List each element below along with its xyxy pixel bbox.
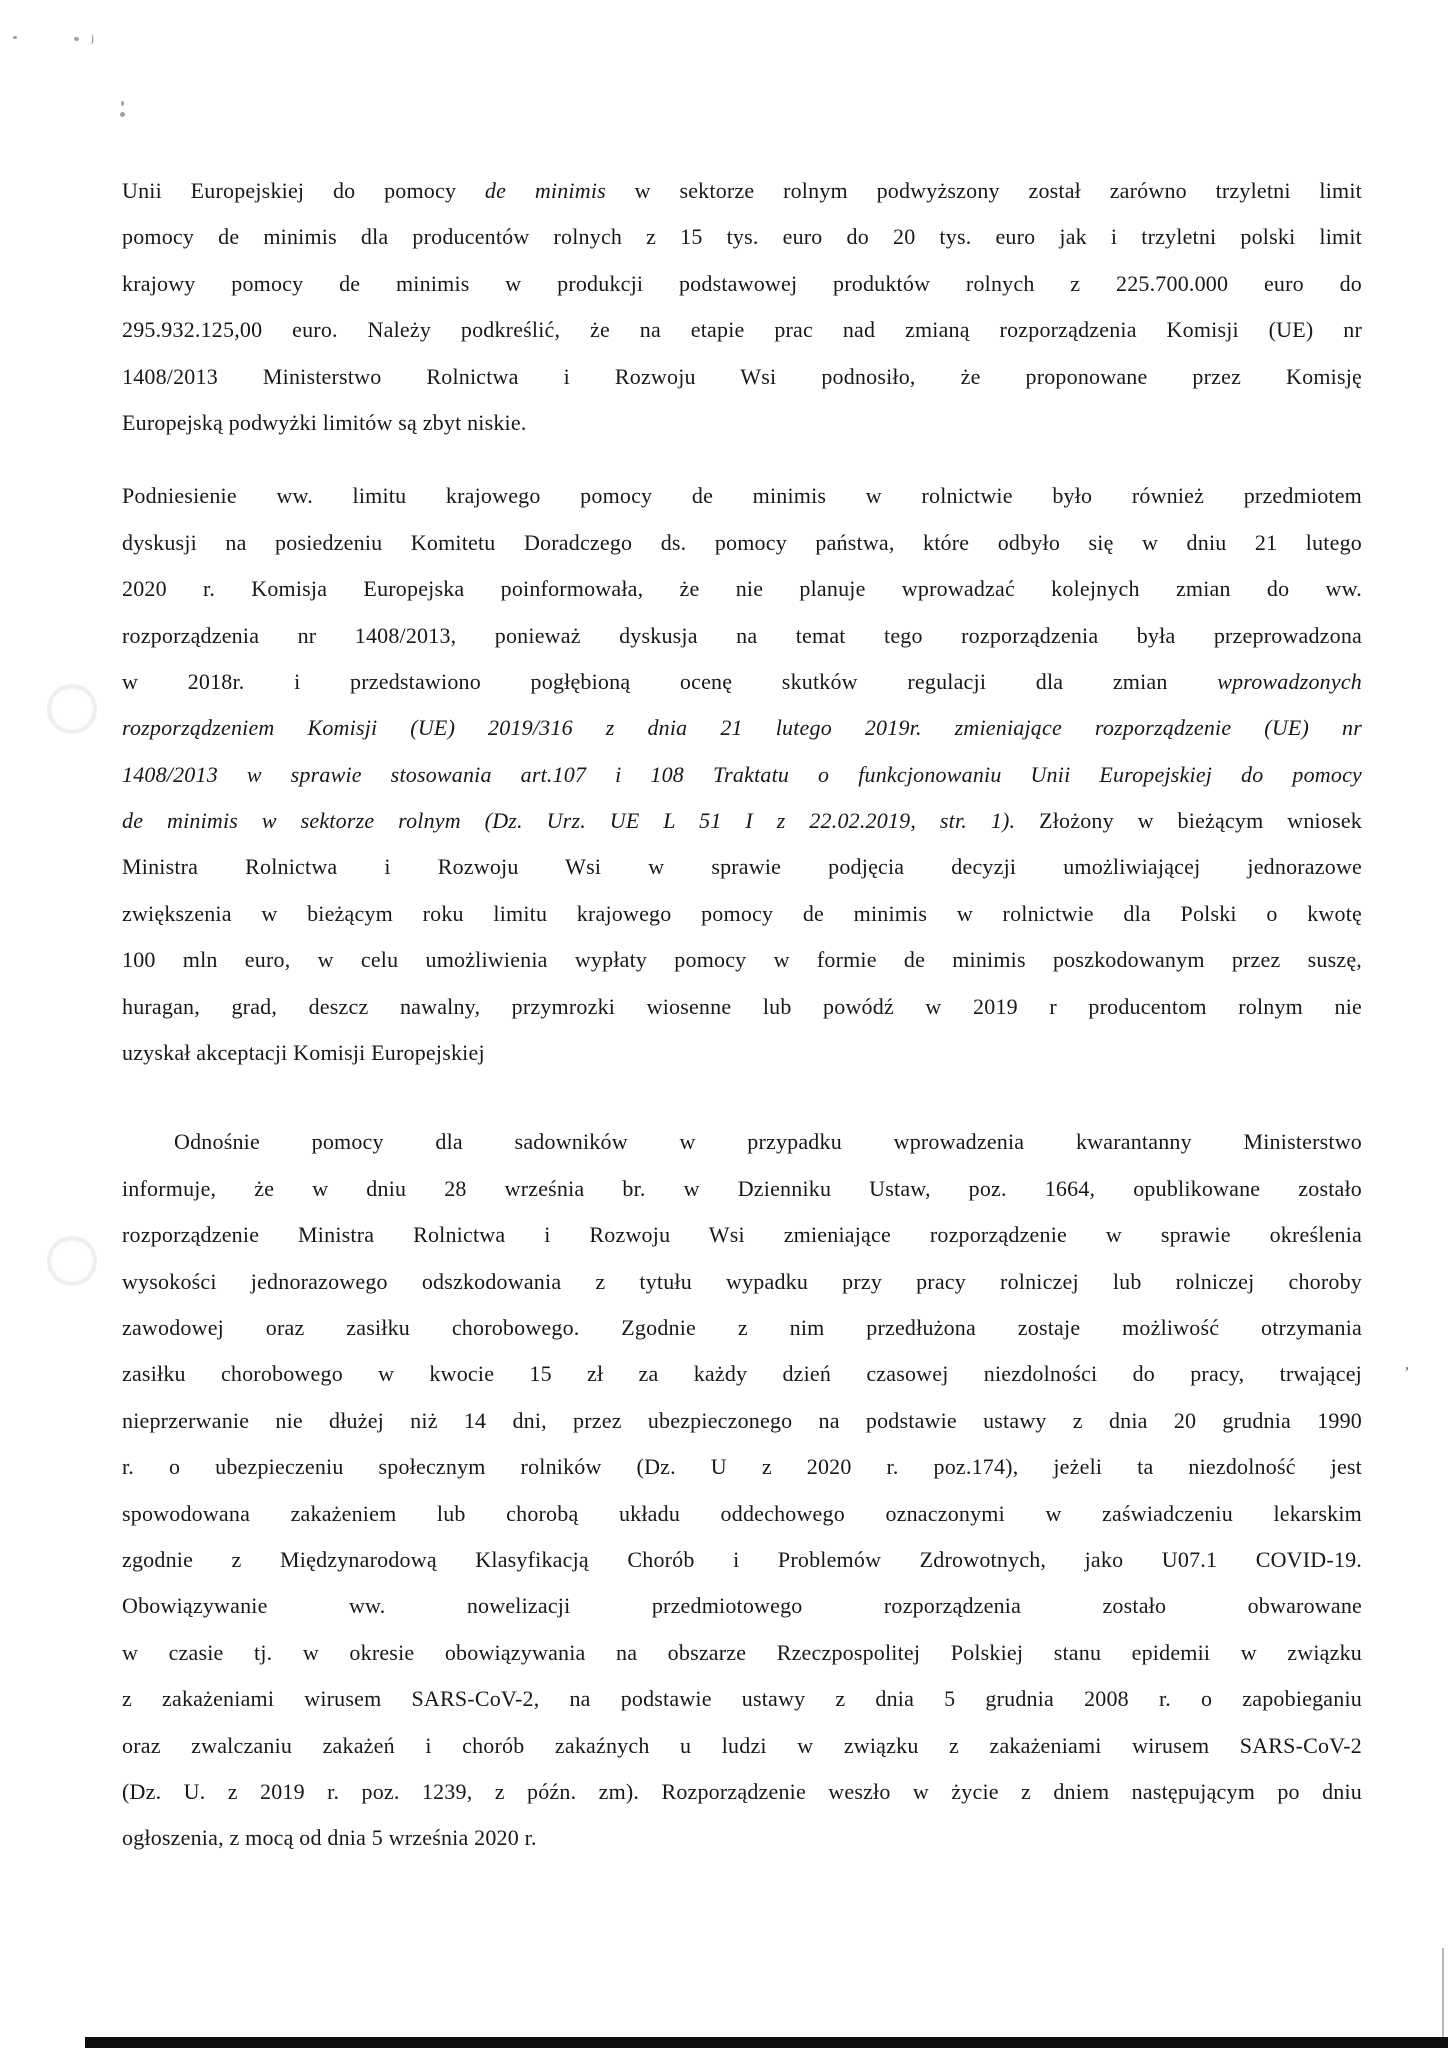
scan-speck	[120, 112, 125, 117]
scan-speck	[121, 101, 124, 106]
italic-text-segment: de minimis	[484, 178, 606, 203]
text-segment: spowodowana zakażeniem lub chorobą układu oddechowego oznaczonymi w zaświadczeniu lekarskim	[122, 1500, 1362, 1526]
text-segment: 295.932.125,00 euro. Należy podkreślić, że na etapie prac nad zmianą rozporządzenia Komisji (UE) nr	[122, 317, 1362, 343]
text-segment: zasiłku chorobowego w kwocie 15 zł za każdy dzień czasowej niezdolności do pracy, trwającej	[122, 1361, 1362, 1387]
paragraph-pomoc-dla-sadownikow	[122, 1119, 1362, 1861]
text-line	[122, 1212, 1362, 1258]
text-segment: huragan, grad, deszcz nawalny, przymrozki wiosenne lub powódź w 2019 r producentom rolnym nie	[122, 993, 1362, 1019]
text-segment: Odnośnie pomocy dla sadowników w przypadku wprowadzenia kwarantanny Ministerstwo	[174, 1129, 1362, 1155]
text-line	[122, 1583, 1362, 1629]
text-segment: r. o ubezpieczeniu społecznym rolników (Dz. U z 2020 r. poz.174), jeżeli ta niezdolność jest	[122, 1454, 1362, 1480]
text-segment: w czasie tj. w okresie obowiązywania na obszarze Rzeczpospolitej Polskiej stanu epidemii w związku	[122, 1639, 1362, 1665]
paragraph-de-minimis-limit-increase	[122, 168, 1362, 446]
text-segment: Unii Europejskiej do pomocy	[122, 178, 485, 203]
text-line	[122, 937, 1362, 983]
hole-punch-mark	[47, 684, 97, 734]
text-segment: krajowy pomocy de minimis w produkcji podstawowej produktów rolnych z 225.700.000 euro do	[122, 270, 1362, 296]
text-segment: w 2018r. i przedstawiono pogłębioną ocenę skutków regulacji dla zmian	[122, 668, 1218, 694]
text-segment: Obowiązywanie ww. nowelizacji przedmiotowego rozporządzenia zostało obwarowane	[122, 1593, 1362, 1619]
italic-text-segment: rozporządzeniem Komisji (UE) 2019/316 z dnia 21 lutego 2019r. zmieniające rozporządzenie (UE) nr	[122, 715, 1362, 741]
text-segment: oraz zwalczaniu zakażeń i chorób zakaźnych u ludzi w związku z zakażeniami wirusem SARS-CoV-2	[122, 1732, 1362, 1758]
scan-edge-line	[1442, 1948, 1444, 2038]
text-line	[122, 1119, 1362, 1165]
text-line	[122, 307, 1362, 353]
text-segment: uzyskał akceptacji Komisji Europejskiej	[122, 1040, 485, 1066]
text-line	[122, 1815, 1362, 1861]
text-line	[122, 1630, 1362, 1676]
text-segment: zwiększenia w bieżącym roku limitu krajowego pomocy de minimis w rolnictwie dla Polski o kwotę	[122, 900, 1362, 926]
italic-text-segment: 1408/2013 w sprawie stosowania art.107 i 108 Traktatu o funkcjonowaniu Unii Europejskiej do pomocy	[122, 761, 1362, 787]
text-line	[122, 566, 1362, 612]
scanner-edge-band	[85, 2037, 1448, 2048]
text-segment: rozporządzenie Ministra Rolnictwa i Rozwoju Wsi zmieniające rozporządzenie w sprawie określenia	[122, 1222, 1362, 1248]
text-line	[122, 1491, 1362, 1537]
text-segment: 1408/2013 Ministerstwo Rolnictwa i Rozwoju Wsi podnosiło, że proponowane przez Komisję	[122, 363, 1362, 389]
text-line	[122, 400, 1362, 446]
paragraph-komitet-doradczy	[122, 473, 1362, 1076]
text-line	[122, 1166, 1362, 1212]
text-line	[122, 168, 1362, 214]
text-segment: informuje, że w dniu 28 września br. w Dzienniku Ustaw, poz. 1664, opublikowane zostało	[122, 1175, 1362, 1201]
text-line	[122, 473, 1362, 519]
text-line	[122, 752, 1362, 798]
text-segment: Złożony w bieżącym wniosek	[1015, 808, 1362, 834]
italic-text-segment: wprowadzonych	[1217, 668, 1362, 694]
scan-speck: ʲ	[91, 31, 94, 50]
text-segment: wysokości jednorazowego odszkodowania z tytułu wypadku przy pracy rolniczej lub rolniczej choroby	[122, 1268, 1362, 1294]
text-segment: zgodnie z Międzynarodową Klasyfikacją Chorób i Problemów Zdrowotnych, jako U07.1 COVID-19.	[122, 1546, 1362, 1572]
text-segment: z zakażeniami wirusem SARS-CoV-2, na podstawie ustawy z dnia 5 grudnia 2008 r. o zapobieganiu	[122, 1686, 1362, 1712]
text-line	[122, 1537, 1362, 1583]
text-line	[122, 1676, 1362, 1722]
text-segment: 2020 r. Komisja Europejska poinformowała, że nie planuje wprowadzać kolejnych zmian do ww.	[122, 576, 1362, 602]
text-segment: Podniesienie ww. limitu krajowego pomocy de minimis w rolnictwie było również przedmiotem	[122, 483, 1362, 509]
text-line	[122, 1351, 1362, 1397]
text-line	[122, 1769, 1362, 1815]
text-line	[122, 844, 1362, 890]
text-line	[122, 798, 1362, 844]
text-segment: dyskusji na posiedzeniu Komitetu Doradczego ds. pomocy państwa, które odbyło się w dniu 21 lutego	[122, 529, 1362, 555]
text-line	[122, 354, 1362, 400]
text-line	[122, 891, 1362, 937]
text-segment: nieprzerwanie nie dłużej niż 14 dni, przez ubezpieczonego na podstawie ustawy z dnia 20 grudnia 1990	[122, 1407, 1362, 1433]
text-line	[122, 261, 1362, 307]
document-text	[122, 168, 1362, 1862]
text-line	[122, 1398, 1362, 1444]
text-line	[122, 1259, 1362, 1305]
scan-speck	[13, 36, 17, 39]
text-segment: 100 mln euro, w celu umożliwienia wypłaty pomocy w formie de minimis poszkodowanym przez suszę,	[122, 947, 1362, 973]
text-line	[122, 1444, 1362, 1490]
text-segment: pomocy de minimis dla producentów rolnych z 15 tys. euro do 20 tys. euro jak i trzyletni polski limit	[122, 224, 1362, 250]
text-segment: Europejską podwyżki limitów są zbyt niskie.	[122, 409, 527, 435]
text-line	[122, 984, 1362, 1030]
text-segment: ogłoszenia, z mocą od dnia 5 września 2020 r.	[122, 1825, 537, 1851]
text-segment: (Dz. U. z 2019 r. poz. 1239, z późn. zm). Rozporządzenie weszło w życie z dniem następującym po dniu	[122, 1778, 1362, 1804]
italic-text-segment: de minimis w sektorze rolnym (Dz. Urz. UE L 51 I z 22.02.2019, str. 1).	[122, 808, 1016, 834]
text-segment: rozporządzenia nr 1408/2013, ponieważ dyskusja na temat tego rozporządzenia była przeprowadzona	[122, 622, 1362, 648]
text-line	[122, 214, 1362, 260]
text-line	[122, 705, 1362, 751]
text-line	[122, 1723, 1362, 1769]
text-line	[122, 1305, 1362, 1351]
text-line	[122, 520, 1362, 566]
text-line	[122, 613, 1362, 659]
scan-speck	[74, 37, 79, 41]
text-segment: Ministra Rolnictwa i Rozwoju Wsi w sprawie podjęcia decyzji umożliwiającej jednorazowe	[122, 854, 1362, 880]
scan-speck: ’	[1404, 1363, 1410, 1382]
text-segment: zawodowej oraz zasiłku chorobowego. Zgodnie z nim przedłużona zostaje możliwość otrzymania	[122, 1314, 1362, 1340]
text-segment: w sektorze rolnym podwyższony został zarówno trzyletni limit	[605, 178, 1362, 203]
text-line	[122, 659, 1362, 705]
hole-punch-mark	[47, 1236, 97, 1286]
text-line	[122, 1030, 1362, 1076]
